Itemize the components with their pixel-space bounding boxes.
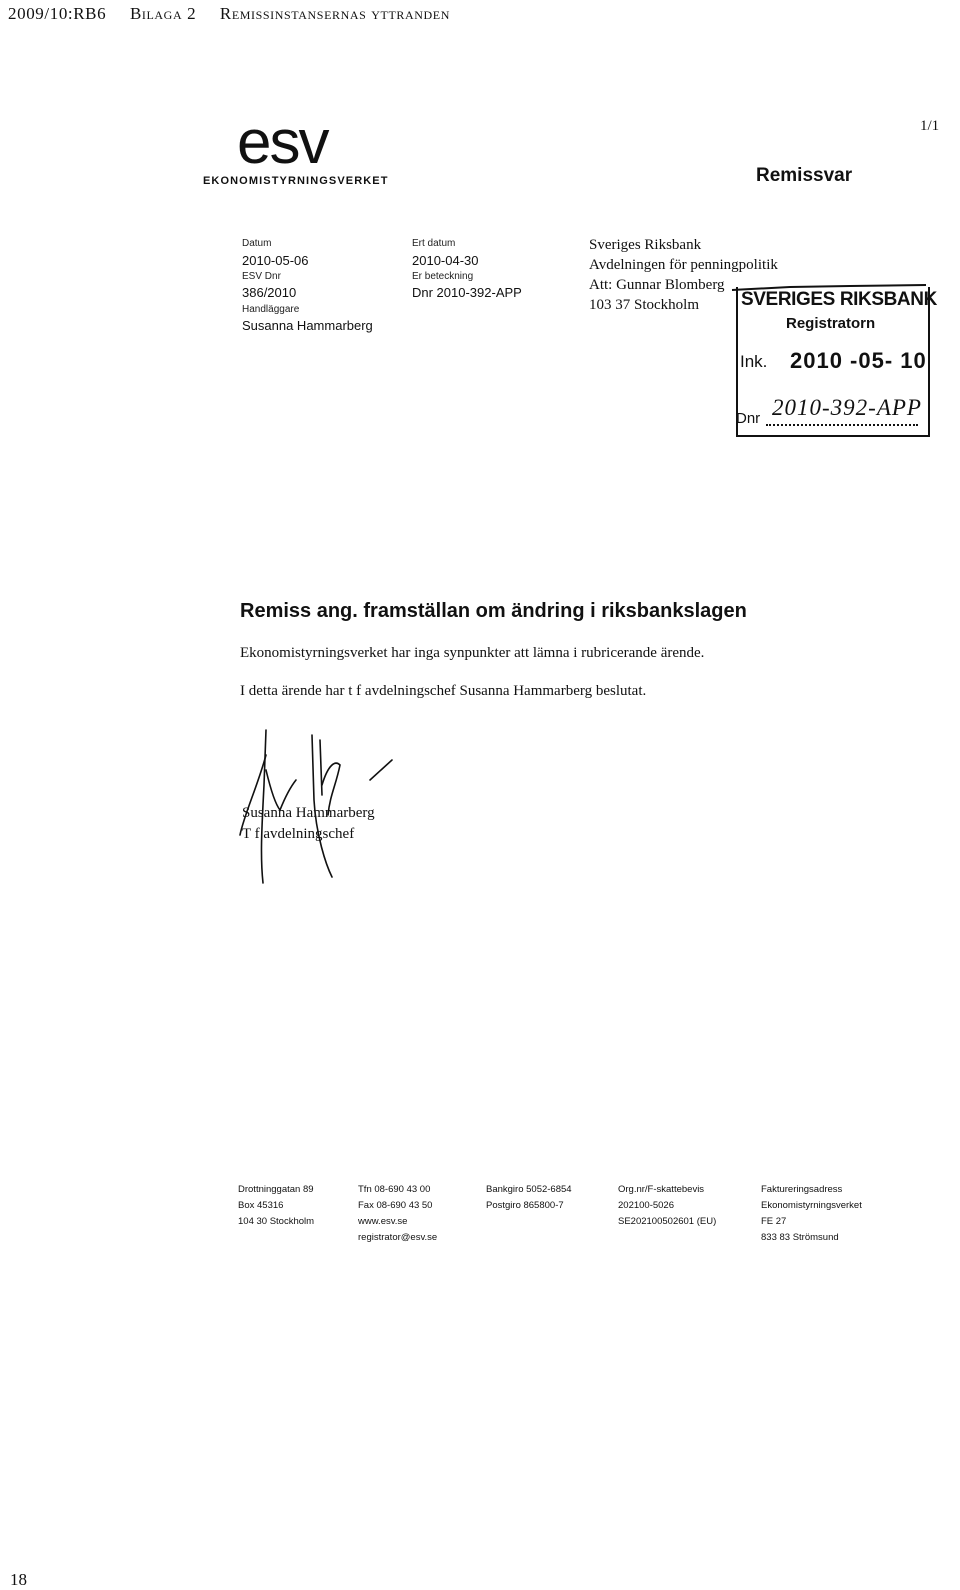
page-count: 1/1 — [920, 118, 940, 134]
ert-datum-value: 2010-04-30 — [412, 253, 479, 268]
footer-fax: Fax 08-690 43 50 — [358, 1200, 433, 1211]
datum-label: Datum — [242, 238, 272, 249]
footer-vat: SE202100502601 (EU) — [618, 1216, 717, 1227]
ert-datum-label: Ert datum — [412, 238, 456, 249]
esv-dnr-value: 386/2010 — [242, 285, 297, 300]
handlaggare-label: Handläggare — [242, 304, 300, 315]
document-type: Remissvar — [756, 165, 853, 186]
running-header — [8, 4, 450, 24]
footer-contact — [358, 1182, 437, 1246]
stamp-ink-date: 2010 -05- 10 — [790, 348, 927, 373]
footer-orgnr: 202100-5026 — [618, 1200, 674, 1211]
footer-street: Drottninggatan 89 — [238, 1184, 314, 1195]
stamp-dnr-handwritten: 2010-392-APP — [772, 395, 922, 420]
appendix-label: Bilaga 2 — [129, 4, 197, 23]
page-number: 18 — [10, 1570, 27, 1589]
footer-website: www.esv.se — [358, 1216, 408, 1227]
appendix-title: Remissinstansernas yttranden — [219, 4, 450, 23]
esv-logo-mark: esv — [237, 108, 328, 177]
er-beteckning-label: Er beteckning — [412, 271, 474, 282]
footer-box: Box 45316 — [238, 1200, 284, 1211]
footer-banking — [486, 1182, 572, 1214]
stamp-subtitle: Registratorn — [786, 315, 876, 332]
esv-logo-subtitle: EKONOMISTYRNINGSVERKET — [203, 175, 389, 187]
stamp-dnr-dotted-line — [766, 424, 918, 426]
datum-value: 2010-05-06 — [242, 253, 309, 268]
report-id: 2009/10:RB6 — [8, 4, 107, 23]
signatory-name: Susanna Hammarberg — [242, 805, 375, 821]
er-beteckning-value: Dnr 2010-392-APP — [412, 285, 522, 300]
footer-phone: Tfn 08-690 43 00 — [358, 1184, 431, 1195]
handlaggare-value: Susanna Hammarberg — [242, 318, 373, 333]
stamp-dnr-label: Dnr — [736, 410, 761, 427]
footer-billing — [761, 1182, 862, 1246]
recipient-line-1: Sveriges Riksbank — [589, 237, 702, 253]
signatory-title: T f avdelningschef — [242, 826, 355, 842]
footer-billing-name: Ekonomistyrningsverket — [761, 1200, 862, 1211]
footer-address — [238, 1182, 314, 1230]
body-paragraph-2: I detta ärende har t f avdelningschef Susanna Hammarberg beslutat. — [240, 683, 647, 699]
footer-orgnr-label: Org.nr/F-skattebevis — [618, 1184, 705, 1195]
stamp-ink-label: Ink. — [740, 352, 768, 371]
body-paragraph-1: Ekonomistyrningsverket har inga synpunkter att lämna i rubricerande ärende. — [240, 645, 705, 661]
handwritten-signature — [230, 725, 410, 895]
footer-billing-label: Faktureringsadress — [761, 1184, 843, 1195]
footer-billing-city: 833 83 Strömsund — [761, 1232, 839, 1243]
recipient-line-2: Avdelningen för penningpolitik — [589, 257, 778, 273]
footer-city: 104 30 Stockholm — [238, 1216, 315, 1227]
esv-dnr-label: ESV Dnr — [242, 271, 281, 282]
footer-bankgiro: Bankgiro 5052-6854 — [486, 1184, 572, 1195]
subject-heading: Remiss ang. framställan om ändring i riksbankslagen — [240, 600, 747, 622]
footer-org — [618, 1182, 716, 1230]
recipient-line-3: Att: Gunnar Blomberg — [589, 277, 725, 293]
footer-billing-box: FE 27 — [761, 1216, 787, 1227]
stamp-title: SVERIGES RIKSBANK — [741, 289, 937, 310]
footer-email: registrator@esv.se — [358, 1232, 438, 1243]
recipient-line-4: 103 37 Stockholm — [589, 297, 700, 313]
footer-postgiro: Postgiro 865800-7 — [486, 1200, 564, 1211]
